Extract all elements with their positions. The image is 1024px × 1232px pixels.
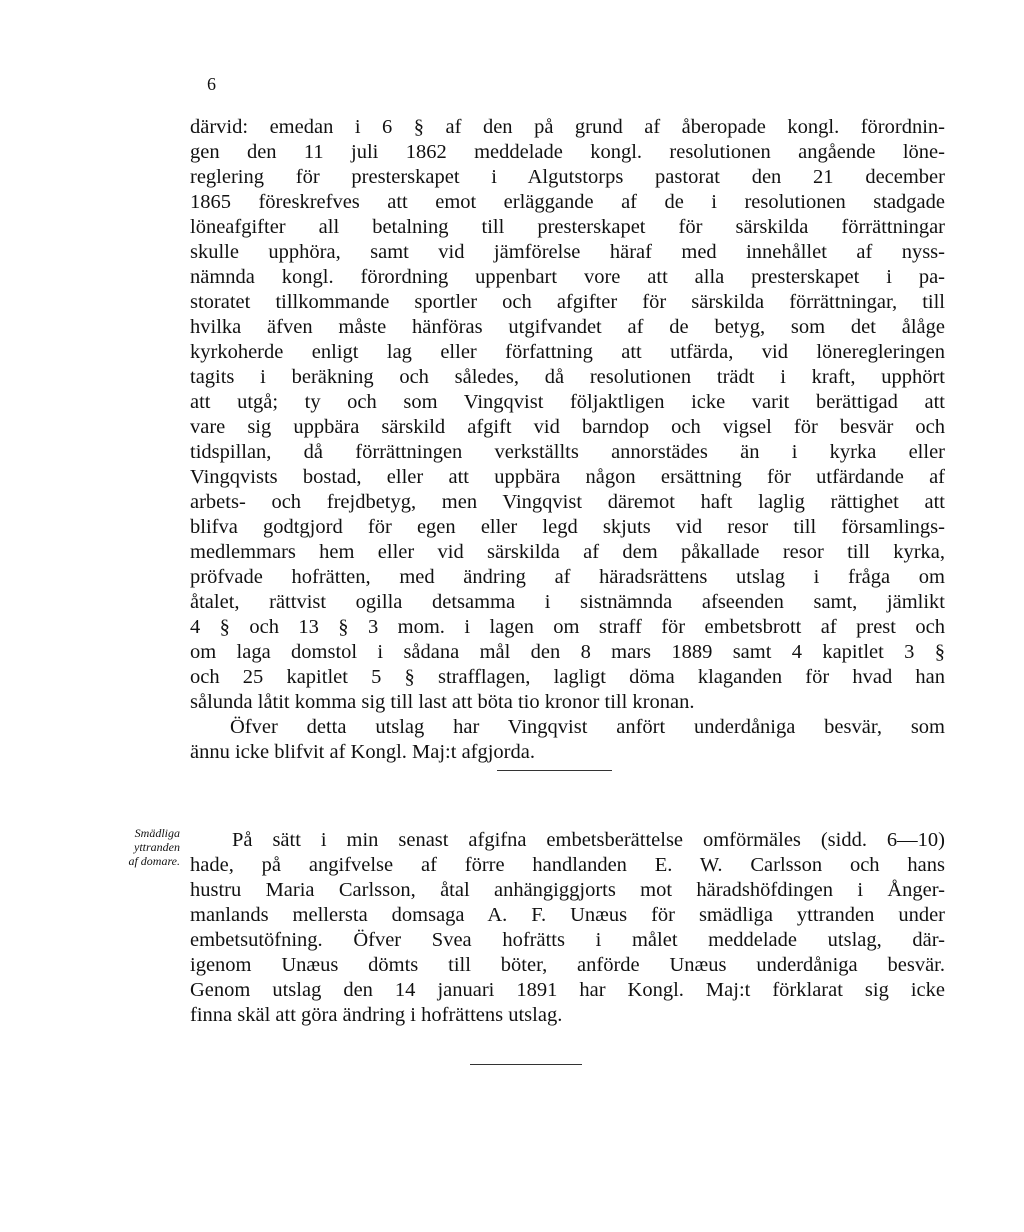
text-line: hade, på angifvelse af förre handlanden E. W. Carlsson och hans xyxy=(190,854,945,876)
text-line: finna skäl att göra ändring i hofrättens utslag. xyxy=(190,1004,563,1026)
text-line: nämnda kongl. förordning uppenbart vore att alla presterskapet i pa- xyxy=(190,266,945,288)
text-line: På sätt i min senast afgifna embetsberättelse omförmäles (sidd. 6—10) xyxy=(232,829,945,851)
text-line: manlands mellersta domsaga A. F. Unæus för smädliga yttranden under xyxy=(190,904,945,926)
text-line: och 25 kapitlet 5 § strafflagen, lagligt döma klaganden för hvad han xyxy=(190,666,945,688)
text-line: gen den 11 juli 1862 meddelade kongl. resolutionen angående löne- xyxy=(190,141,945,163)
text-line: tagits i beräkning och således, då resolutionen trädt i kraft, upphört xyxy=(190,366,945,388)
text-line: därvid: emedan i 6 § af den på grund af åberopade kongl. förordnin- xyxy=(190,116,945,138)
text-line: Vingqvists bostad, eller att uppbära någon ersättning för utfärdande af xyxy=(190,466,945,488)
text-line: att utgå; ty och som Vingqvist följaktligen icke varit berättigad att xyxy=(190,391,945,413)
margin-note-line: Smädliga xyxy=(134,826,180,840)
text-line: reglering för presterskapet i Algutstorps pastorat den 21 december xyxy=(190,166,945,188)
text-line: arbets- och frejdbetyg, men Vingqvist däremot haft laglig rättighet att xyxy=(190,491,945,513)
text-line: igenom Unæus dömts till böter, anförde Unæus underdåniga besvär. xyxy=(190,954,945,976)
text-line: storatet tillkommande sportler och afgifter för särskilda förrättningar, till xyxy=(190,291,945,313)
text-line: 4 § och 13 § 3 mom. i lagen om straff för embetsbrott af prest och xyxy=(190,616,945,638)
text-line: sålunda låtit komma sig till last att böta tio kronor till kronan. xyxy=(190,691,695,713)
text-line: pröfvade hofrätten, med ändring af häradsrättens utslag i fråga om xyxy=(190,566,945,588)
text-line: Öfver detta utslag har Vingqvist anfört underdåniga besvär, som xyxy=(230,716,945,738)
section-divider xyxy=(497,770,612,771)
text-line: om laga domstol i sådana mål den 8 mars 1889 samt 4 kapitlet 3 § xyxy=(190,641,945,663)
text-line: Genom utslag den 14 januari 1891 har Kongl. Maj:t förklarat sig icke xyxy=(190,979,945,1001)
text-line: hvilka äfven måste hänföras utgifvandet af de betyg, som det ålåge xyxy=(190,316,945,338)
text-line: vare sig uppbära särskild afgift vid barndop och vigsel för besvär och xyxy=(190,416,945,438)
text-line: ännu icke blifvit af Kongl. Maj:t afgjorda. xyxy=(190,741,535,763)
text-line: 1865 föreskrefves att emot erläggande af de i resolutionen stadgade xyxy=(190,191,945,213)
margin-note-line: yttranden xyxy=(134,840,180,854)
text-line: blifva godtgjord för egen eller legd skjuts vid resor till församlings- xyxy=(190,516,945,538)
text-line: embetsutöfning. Öfver Svea hofrätts i målet meddelade utslag, där- xyxy=(190,929,945,951)
margin-note xyxy=(86,826,180,868)
text-line: medlemmars hem eller vid särskilda af dem påkallade resor till kyrka, xyxy=(190,541,945,563)
margin-note-line: af domare. xyxy=(128,854,180,868)
text-line: åtalet, rättvist ogilla detsamma i sistnämnda afseenden samt, jämlikt xyxy=(190,591,945,613)
text-line: hustru Maria Carlsson, åtal anhängiggjorts mot häradshöfdingen i Ånger- xyxy=(190,879,945,901)
section-divider xyxy=(470,1064,582,1065)
page-number: 6 xyxy=(207,74,216,94)
text-line: kyrkoherde enligt lag eller författning att utfärda, vid löneregleringen xyxy=(190,341,945,363)
text-line: löneafgifter all betalning till presterskapet för särskilda förrättningar xyxy=(190,216,945,238)
text-line: tidspillan, då förrättningen verkställts annorstädes än i kyrka eller xyxy=(190,441,945,463)
text-line: skulle upphöra, samt vid jämförelse häraf med innehållet af nyss- xyxy=(190,241,945,263)
